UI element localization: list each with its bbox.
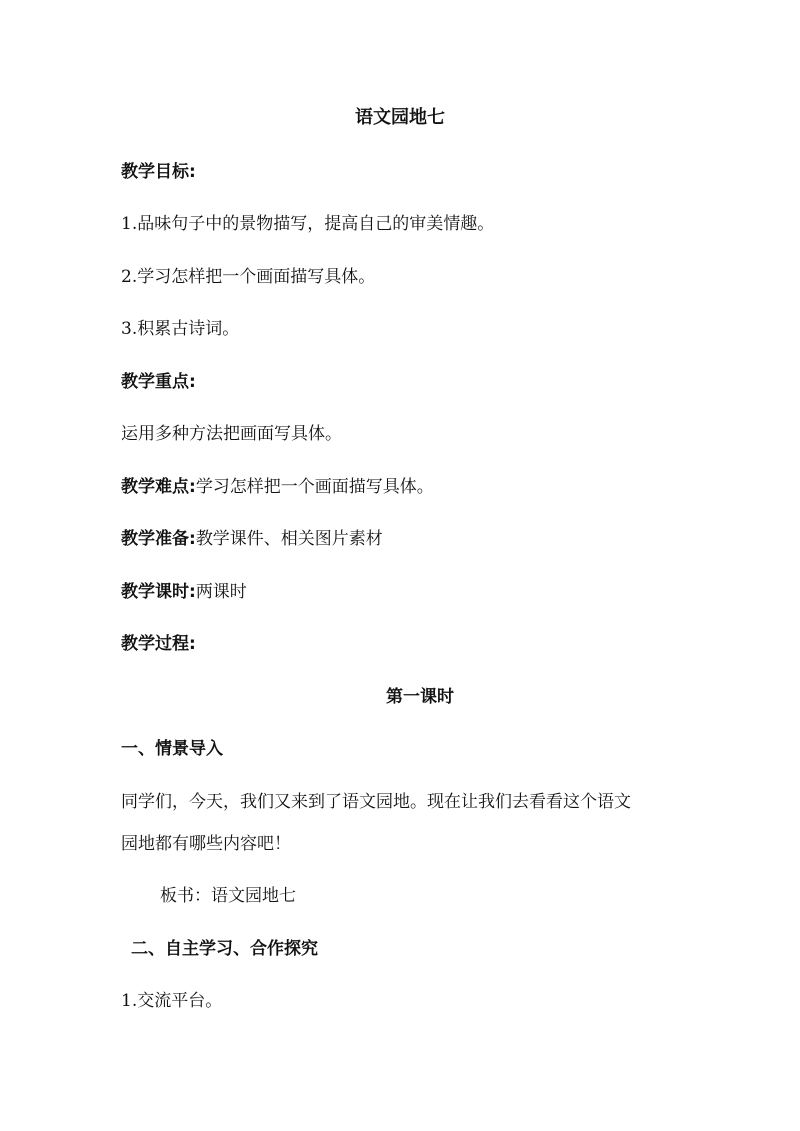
objectives-heading: 教学目标: [121, 162, 196, 182]
difficulty-label: 教学难点: [121, 477, 196, 497]
section1-paragraph-line1: 同学们，今天，我们又来到了语文园地。现在让我们去看看这个语文 [121, 792, 631, 812]
section2-heading: 二、自主学习、合作探究 [131, 939, 318, 959]
difficulty-text: 学习怎样把一个画面描写具体。 [195, 477, 434, 497]
board-note: 板书：语文园地七 [160, 886, 296, 906]
preparation-text: 教学课件、相关图片素材 [195, 529, 383, 549]
lesson-title: 第一课时 [386, 687, 454, 707]
objective-item-1: 1.品味句子中的景物描写，提高自己的审美情趣。 [121, 214, 495, 234]
objective-item-3: 3.积累古诗词。 [121, 319, 240, 339]
preparation-label: 教学准备: [121, 529, 196, 549]
section2-item-1: 1.交流平台。 [121, 991, 223, 1011]
objective-item-2: 2.学习怎样把一个画面描写具体。 [121, 267, 376, 287]
document-title: 语文园地七 [355, 107, 445, 128]
process-heading: 教学过程: [121, 634, 196, 654]
key-point-heading: 教学重点: [121, 372, 196, 392]
periods-text: 两课时 [195, 582, 247, 602]
periods-line [121, 581, 247, 603]
section1-paragraph-line2: 园地都有哪些内容吧！ [121, 834, 291, 854]
preparation-line [121, 528, 383, 550]
key-point-text: 运用多种方法把画面写具体。 [121, 424, 342, 444]
difficulty-line [121, 476, 434, 498]
periods-label: 教学课时: [121, 582, 196, 602]
section1-heading: 一、情景导入 [121, 739, 223, 759]
